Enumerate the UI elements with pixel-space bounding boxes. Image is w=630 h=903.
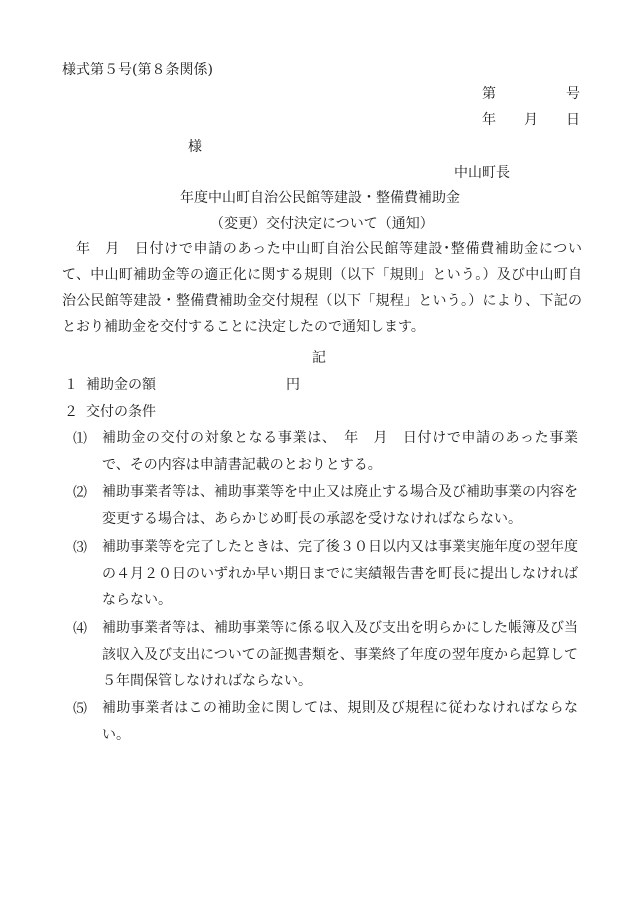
doc-number-prefix: 第 bbox=[482, 86, 496, 102]
doc-number-suffix: 号 bbox=[566, 86, 580, 102]
condition-text-content: 補助事業者等は、補助事業等を中止又は廃止する場合及び補助事業の内容を変更する場合は、あらかじめ町長の承認を受けなければならない。 bbox=[102, 484, 578, 527]
condition-text bbox=[102, 479, 578, 532]
condition-text-content: 補助事業者等は、補助事業等に係る収入及び支出を明らかにした帳簿及び当該収入及び支出についての証拠書類を、事業終了年度の翌年度から起算して５年間保管しなければならない。 bbox=[102, 620, 578, 689]
date-year: 年 bbox=[482, 112, 496, 128]
condition-text bbox=[102, 534, 578, 614]
condition-text-content: 補助金の交付の対象となる事業は、 年 月 日付けで申請のあった事業で、その内容は申請書記載のとおりとする。 bbox=[102, 430, 578, 473]
condition-text-content: 補助事業等を完了したときは、完了後３０日以内又は事業実施年度の翌年度の４月２０日のいずれか早い期日までに実績報告書を町長に提出しなければならない。 bbox=[102, 539, 578, 608]
body-paragraph: 年 月 日付けで申請のあった中山町自治公民館等建設･整備費補助金について、中山町補助金等の適正化に関する規則（以下「規則」という。）及び中山町自治公民館等建設・整備費補助金交付規程（以下「規程」という。）により、下記のとおり補助金を交付することに決定したので通知します。 bbox=[62, 241, 582, 335]
date-month: 月 bbox=[524, 112, 538, 128]
condition-number: ⑷ bbox=[73, 621, 87, 637]
title-line-2: （変更）交付決定について（通知） bbox=[210, 216, 434, 232]
condition-number: ⑶ bbox=[73, 540, 87, 556]
condition-number: ⑵ bbox=[73, 485, 87, 501]
addressee-honorific: 様 bbox=[188, 139, 202, 155]
section1-unit: 円 bbox=[286, 377, 300, 393]
title-line-1: 年度中山町自治公民館等建設・整備費補助金 bbox=[180, 190, 460, 206]
section1-label: 補助金の額 bbox=[86, 377, 156, 393]
section2-number: ２ bbox=[64, 404, 78, 420]
issuer: 中山町長 bbox=[454, 165, 510, 181]
section1-number: １ bbox=[64, 377, 78, 393]
form-label: 様式第５号(第８条関係) bbox=[62, 62, 213, 78]
date-day: 日 bbox=[566, 112, 580, 128]
condition-text bbox=[102, 615, 578, 695]
condition-number: ⑸ bbox=[73, 701, 87, 717]
condition-text bbox=[102, 425, 578, 478]
condition-text bbox=[102, 695, 578, 748]
condition-text-content: 補助事業者はこの補助金に関しては、規則及び規程に従わなければならない。 bbox=[102, 700, 578, 743]
condition-number: ⑴ bbox=[73, 431, 87, 447]
section2-label: 交付の条件 bbox=[86, 404, 156, 420]
ki-heading: 記 bbox=[312, 350, 326, 366]
